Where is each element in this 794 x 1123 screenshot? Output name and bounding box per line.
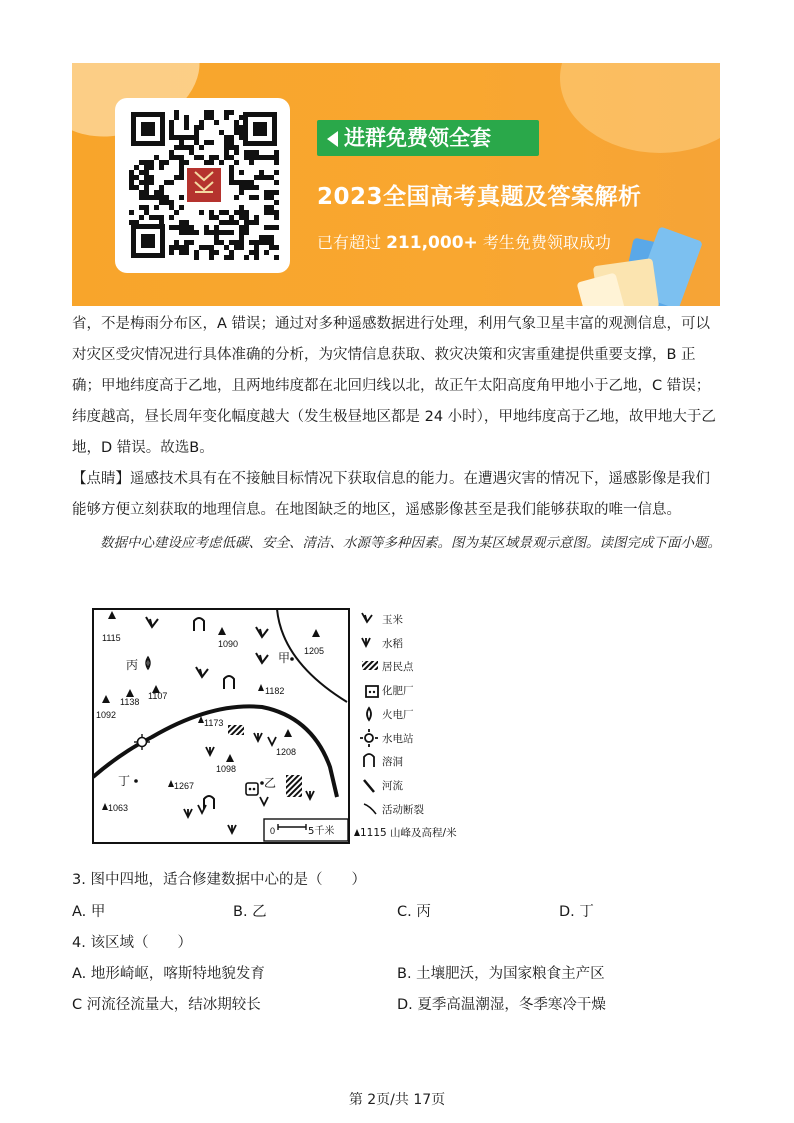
join-group-button[interactable] [317, 120, 539, 156]
qr-code-card[interactable] [115, 98, 290, 273]
q4-option-b[interactable]: B. 土壤肥沃，为国家粮食主产区 [397, 966, 605, 982]
legend-river: 河流 [382, 780, 403, 792]
landscape-map [92, 607, 352, 847]
peak-label: 1138 [120, 697, 140, 707]
legend-hydro: 水电站 [382, 733, 414, 745]
q4-option-d[interactable]: D. 夏季高温潮湿，冬季寒冷干燥 [397, 997, 606, 1013]
peak-label: 1182 [265, 686, 285, 696]
scale-zero: 0 [270, 826, 276, 836]
legend-rice: 水稻 [382, 638, 403, 650]
page-footer: 第 2页/共 17页 [348, 1092, 446, 1108]
place-yi: 乙 [264, 776, 277, 790]
hydro-icon [365, 734, 373, 742]
q4-option-c[interactable]: C 河流径流量大，结冰期较长 [72, 997, 261, 1013]
legend-thermal: 火电厂 [382, 709, 414, 721]
legend-fault: 活动断裂 [382, 804, 424, 816]
legend-fertilizer: 化肥厂 [382, 685, 414, 697]
peak-label: 1267 [174, 781, 195, 791]
peak-label: 1063 [108, 803, 129, 813]
qr-code-icon [129, 110, 279, 260]
peak-label: 1115 [102, 633, 121, 643]
residential-icon [362, 661, 378, 670]
fertilizer-icon [366, 686, 378, 697]
books-decoration-icon [566, 222, 706, 306]
question-4: 4. 该区域（ ） [72, 935, 192, 951]
place-jia: 甲 [278, 651, 291, 665]
rice-icon [362, 638, 370, 646]
peak-label: 1205 [304, 646, 325, 656]
place-ding: 丁 [118, 774, 131, 788]
peak-label: 1090 [218, 639, 239, 649]
q3-option-b[interactable]: B. 乙 [233, 904, 267, 920]
thermal-icon [367, 708, 371, 720]
place-bing: 丙 [126, 658, 139, 672]
question-3: 3. 图中四地，适合修建数据中心的是（ ） [72, 872, 366, 888]
q3-option-d[interactable]: D. 丁 [559, 904, 594, 920]
peak-label: 1173 [204, 718, 224, 728]
q4-option-a[interactable]: A. 地形崎岖，喀斯特地貌发育 [72, 966, 265, 982]
q3-option-a[interactable]: A. 甲 [72, 904, 106, 920]
map-legend [352, 607, 482, 847]
legend-cave: 溶洞 [382, 756, 403, 768]
tip-paragraph: 【点睛】遥感技术具有在不接触目标情况下获取信息的能力。在遭遇灾害的情况下，遥感影像是我们能够方便立刻获取的地理信息。在地图缺乏的地区，遥感影像甚至是我们能够获取的唯一信息。 [72, 471, 710, 518]
banner-sub-number: 211,000+ [386, 233, 478, 253]
explanation-paragraph: 省，不是梅雨分布区，A 错误；通过对多种遥感数据进行处理，利用气象卫星丰富的观测信息，可以对灾区受灾情况进行具体准确的分析，为灾情信息获取、救灾决策和灾害重建提供重要支撑，B 正确；甲地纬度高于乙地，且两地纬度都在北回归线以北，故正午太阳高度角甲地小于乙地，C 错误；纬度越高，昼长周年变化幅度越大（发生极昼地区都是 24 小时），甲地纬度高于乙地，故甲地大于乙地，D 错误。故选B。 [72, 316, 716, 456]
peak-label: 1107 [148, 691, 168, 701]
join-group-label: 进群免费领全套 [344, 126, 491, 150]
fault-icon [364, 804, 376, 814]
peak-label: 1092 [96, 710, 117, 720]
promo-banner[interactable] [72, 63, 720, 306]
legend-peak: 1115 山峰及高程/米 [360, 827, 457, 839]
banner-sub-suffix: 考生免费领取成功 [477, 233, 611, 252]
legend-residential: 居民点 [382, 661, 414, 673]
q3-option-c[interactable]: C. 丙 [397, 904, 431, 920]
peak-label: 1208 [276, 747, 297, 757]
left-arrow-icon [327, 131, 338, 147]
banner-sub-prefix: 已有超过 [317, 233, 387, 252]
fertilizer-plant-icon [246, 783, 258, 795]
question-intro: 数据中心建设应考虑低碳、安全、清洁、水源等多种因素。图为某区域景观示意图。读图完成下面小题。 [100, 535, 721, 551]
scale-unit: 5千米 [308, 826, 335, 837]
river-icon [364, 780, 374, 792]
corn-icon [362, 613, 372, 622]
banner-decoration [560, 63, 720, 153]
cave-icon [364, 754, 374, 767]
legend-corn: 玉米 [382, 614, 403, 626]
banner-title: 2023全国高考真题及答案解析 [317, 184, 642, 210]
peak-label: 1098 [216, 764, 237, 774]
